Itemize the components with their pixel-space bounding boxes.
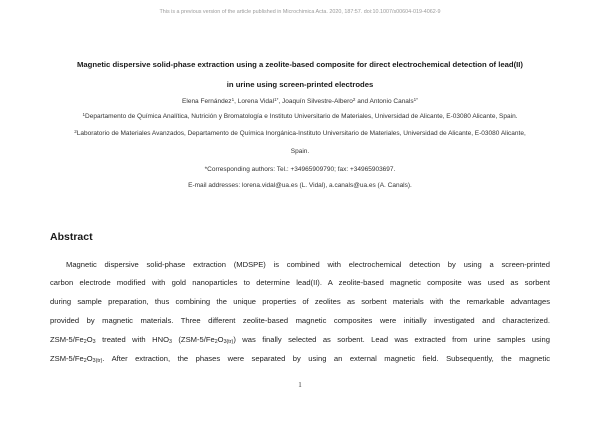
abstract-line: carbon electrode modified with gold nanoparticles to determine lead(II). A zeolite-based magnetic composite was used as sorbent [50, 278, 550, 287]
author-name: Antonio Canals [369, 98, 414, 105]
page-number: 1 [298, 381, 302, 389]
author-mark: 1* [274, 97, 279, 102]
formula-text: O [86, 354, 93, 363]
author-name: Lorena Vidal [237, 98, 275, 105]
formula-text: O [217, 335, 224, 344]
abstract-text: (ZSM-5/Fe [171, 335, 215, 344]
author-separator: and [357, 98, 369, 105]
subscript: 3(tr) [223, 339, 234, 345]
title-line-1: Magnetic dispersive solid-phase extraction using a zeolite-based composite for direct electrochemical detection of lead(II) [77, 60, 523, 69]
subscript: 3 [92, 339, 96, 345]
publication-note: This is a previous version of the article published in Microchimica Acta. 2020, 187:57. doi:10.1007/s00604-019-4062-9 [159, 9, 441, 15]
abstract-text: treated with HNO [95, 335, 169, 344]
abstract-line: provided by magnetic materials. Three different zeolite-based magnetic composites were initially investigated and characterized. [50, 316, 550, 325]
abstract-text: ) was finally selected as sorbent. Lead was extracted from urine samples using [233, 335, 550, 344]
author-mark: 1 [231, 97, 235, 102]
subscript: 3 [168, 339, 172, 345]
title-line-2: in urine using screen-printed electrodes [226, 80, 374, 89]
affiliation-mark: 2 [74, 129, 77, 134]
author-list [30, 98, 570, 105]
abstract-text: . After extraction, the phases were separated by using an external magnetic field. Subsequently, the magnetic [102, 354, 550, 363]
affiliation-mark: 1 [82, 112, 86, 117]
affiliation-text: Departamento de Química Analítica, Nutrición y Bromatología e Instituto Universitario de Materiales, Universidad de Alicante, E-03080 Alicante, Spain. [85, 113, 518, 120]
author-name: Elena Fernández [182, 98, 232, 105]
subscript: 2 [214, 339, 218, 345]
author-separator: , [278, 98, 281, 105]
subscript: 3(tr) [92, 358, 103, 364]
abstract-line [50, 335, 550, 345]
corresponding-authors: *Corresponding authors: Tel.: +34965909790; fax: +34965903697. [204, 166, 396, 173]
abstract-line [50, 354, 550, 364]
abstract-heading: Abstract [50, 231, 93, 243]
formula-text: ZSM-5/Fe [50, 335, 84, 344]
formula-text: ZSM-5/Fe [50, 354, 84, 363]
email-addresses: E-mail addresses: lorena.vidal@ua.es (L. Vidal), a.canals@ua.es (A. Canals). [188, 182, 412, 189]
affiliation-2 [30, 130, 570, 137]
formula-text: O [86, 335, 93, 344]
author-mark: 1* [413, 97, 418, 102]
affiliation-1 [30, 113, 570, 120]
subscript: 2 [83, 358, 87, 364]
abstract-line: during sample preparation, thus combining the unique properties of zeolites as sorbent materials with the remarkable advantages [50, 297, 550, 306]
subscript: 2 [83, 339, 87, 345]
affiliation-2-continued: Spain. [290, 148, 310, 155]
author-separator: , [234, 98, 236, 105]
abstract-line: Magnetic dispersive solid-phase extraction (MDSPE) is combined with electrochemical detection by using a screen-printed [66, 260, 550, 269]
author-name: Joaquín Silvestre-Albero [282, 98, 353, 105]
affiliation-text: Laboratorio de Materiales Avanzados, Departamento de Química Inorgánica-Instituto Universitario de Materiales, Universidad de Alicante, E-03080 Alicante, [76, 130, 526, 137]
author-mark: 2 [352, 97, 356, 102]
